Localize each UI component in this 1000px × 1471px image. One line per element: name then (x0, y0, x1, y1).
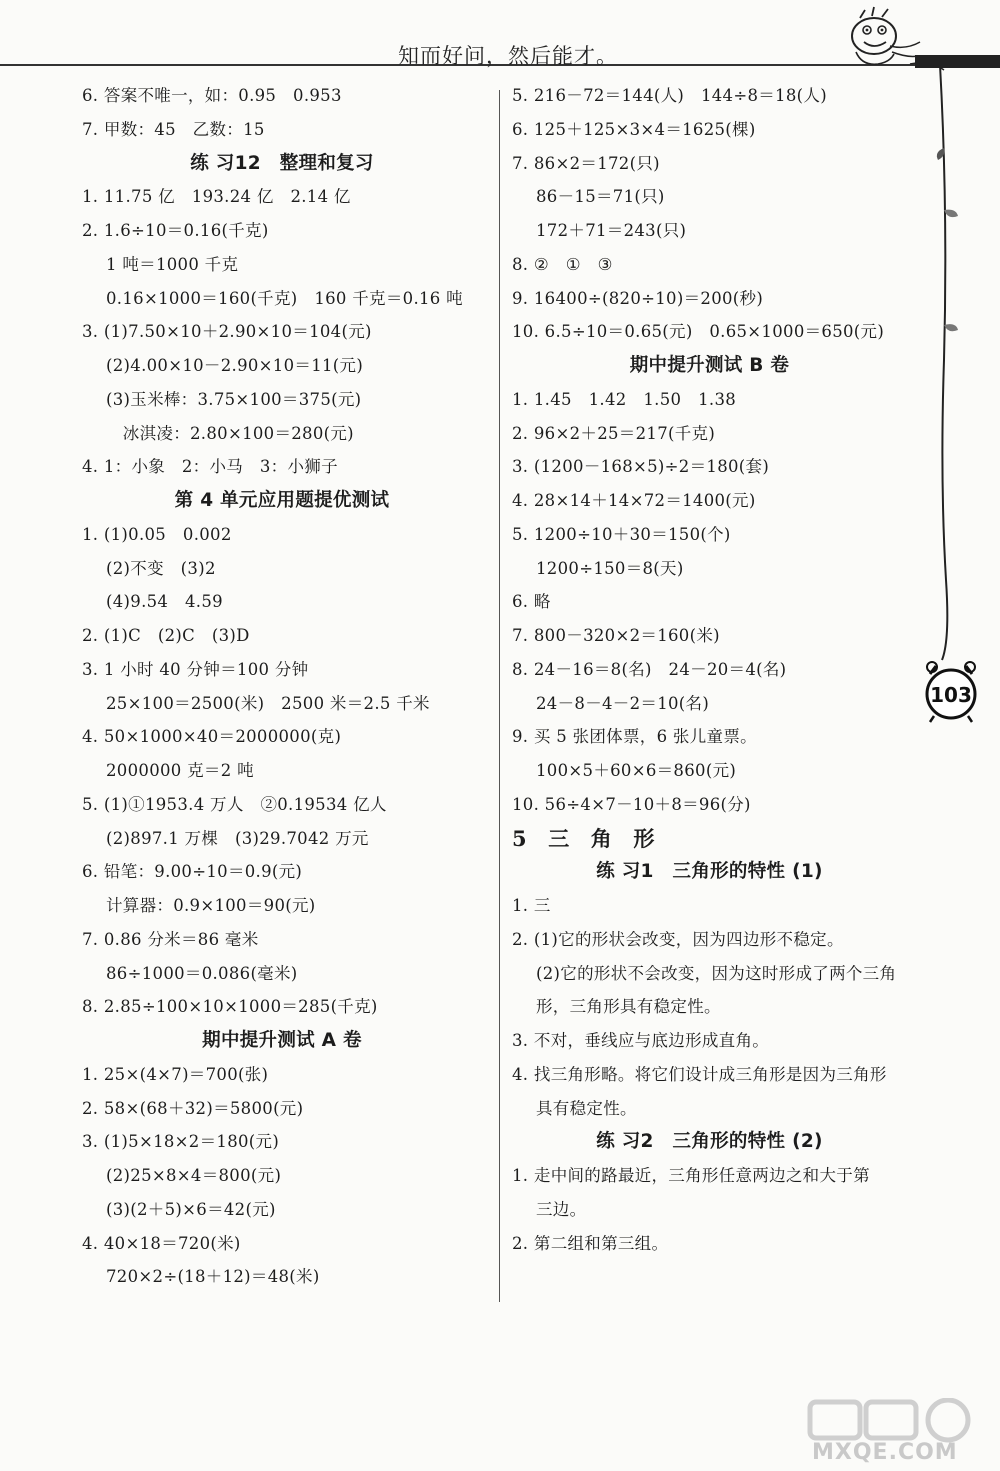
answer-line: 4. 找三角形略。将它们设计成三角形是因为三角形 (512, 1064, 887, 1084)
section-heading: 期中提升测试 A 卷 (202, 1030, 362, 1051)
answer-line: 8. ② ① ③ (512, 254, 613, 274)
answer-line: 8. 2.85÷100×10×1000＝285(千克) (82, 997, 378, 1017)
answer-line: 25×100＝2500(米) 2500 米＝2.5 千米 (106, 693, 430, 713)
answer-line: 86÷1000＝0.086(毫米) (106, 963, 298, 983)
answer-line: 1. 1.45 1.42 1.50 1.38 (512, 389, 737, 409)
answer-line: 9. 16400÷(820÷10)＝200(秒) (512, 288, 764, 308)
answer-line: 7. 甲数：45 乙数：15 (82, 119, 265, 139)
answer-line: 4. 1：小象 2：小马 3：小狮子 (82, 457, 338, 477)
answer-line: 具有稳定性。 (536, 1098, 637, 1118)
answer-line: 2. (1)它的形状会改变，因为四边形不稳定。 (512, 929, 844, 949)
answer-line: 6. 125＋125×3×4＝1625(棵) (512, 119, 756, 139)
vine-decoration-icon (900, 60, 1000, 690)
answer-line: 1. 11.75 亿 193.24 亿 2.14 亿 (82, 187, 351, 207)
answer-line: 4. 40×18＝720(米) (82, 1233, 241, 1253)
answer-line: 6. 略 (512, 592, 551, 612)
answer-line: (2)25×8×4＝800(元) (106, 1166, 282, 1185)
answer-line: (4)9.54 4.59 (106, 592, 223, 612)
answer-line: 10. 6.5÷10＝0.65(元) 0.65×1000＝650(元) (512, 322, 885, 342)
answer-line: 三边。 (536, 1199, 587, 1219)
column-divider (499, 90, 500, 1302)
answer-line: 172＋71＝243(只) (536, 221, 687, 240)
section-heading: 5 三 角 形 (512, 825, 655, 851)
answer-line: 6. 铅笔：9.00÷10＝0.9(元) (82, 862, 303, 882)
answer-line: 0.16×1000＝160(千克) 160 千克＝0.16 吨 (106, 288, 463, 308)
answer-line: 5. (1)①1953.4 万人 ②0.19534 亿人 (82, 794, 387, 814)
watermark-site: MXQE.COM (812, 1440, 958, 1465)
answer-line: 86－15＝71(只) (536, 187, 665, 207)
answer-line: 3. (1)5×18×2＝180(元) (82, 1132, 280, 1152)
answer-line: (2)897.1 万棵 (3)29.7042 万元 (106, 828, 369, 848)
page-number: 103 (930, 683, 972, 707)
left-column (82, 79, 482, 1294)
answer-line: 4. 28×14＋14×72＝1400(元) (512, 491, 756, 510)
answer-line: 1. (1)0.05 0.002 (82, 524, 232, 544)
answer-line: 2. 96×2＋25＝217(千克) (512, 423, 716, 443)
answer-line: 3. 不对，垂线应与底边形成直角。 (512, 1031, 770, 1050)
answer-line: 2. (1)C (2)C (3)D (82, 626, 250, 645)
answer-line: 100×5＋60×6＝860(元) (536, 761, 737, 780)
answer-line: 4. 50×1000×40＝2000000(克) (82, 727, 342, 747)
right-column (512, 79, 907, 1260)
answer-line: 2000000 克＝2 吨 (106, 761, 254, 780)
section-heading: 练 习12 整理和复习 (190, 152, 374, 174)
answer-line: 7. 800－320×2＝160(米) (512, 626, 720, 645)
answer-line: 1. 三 (512, 896, 551, 915)
answer-line: 3. 1 小时 40 分钟＝100 分钟 (82, 659, 309, 679)
answer-line: 10. 56÷4×7－10＋8＝96(分) (512, 794, 751, 814)
answer-line: 720×2÷(18＋12)＝48(米) (106, 1267, 320, 1287)
answer-line: 2. 1.6÷10＝0.16(千克) (82, 221, 269, 240)
answer-line: (3)玉米棒：3.75×100＝375(元) (106, 389, 362, 409)
header-motto: 知而好问，然后能才。 (398, 44, 618, 68)
answer-line: 9. 买 5 张团体票，6 张儿童票。 (512, 727, 757, 747)
answer-line: 2. 58×(68＋32)＝5800(元) (82, 1098, 304, 1118)
section-heading: 第 4 单元应用题提优测试 (174, 490, 390, 511)
answer-line: 1200÷150＝8(天) (536, 558, 684, 578)
answer-line: (2)4.00×10－2.90×10＝11(元) (106, 356, 364, 375)
answer-line: 3. (1200－168×5)÷2＝180(套) (512, 457, 770, 477)
answer-line: 计算器：0.9×100＝90(元) (106, 896, 316, 915)
answer-line: 5. 216－72＝144(人) 144÷8＝18(人) (512, 86, 827, 105)
answer-line: 6. 答案不唯一，如：0.95 0.953 (82, 86, 342, 105)
answer-line: 5. 1200÷10＋30＝150(个) (512, 524, 731, 544)
answer-line: 24－8－4－2＝10(名) (536, 693, 710, 713)
answer-line: 8. 24－16＝8(名) 24－20＝4(名) (512, 659, 787, 679)
section-heading: 练 习1 三角形的特性 (1) (596, 861, 823, 883)
answer-line: 1. 25×(4×7)＝700(张) (82, 1064, 269, 1084)
answer-line: 1. 走中间的路最近，三角形任意两边之和大于第 (512, 1166, 870, 1185)
answer-line: (2)它的形状不会改变，因为这时形成了两个三角 (536, 963, 897, 983)
answer-line: (2)不变 (3)2 (106, 558, 216, 578)
section-heading: 练 习2 三角形的特性 (2) (596, 1131, 823, 1153)
answer-line: 2. 第二组和第三组。 (512, 1233, 669, 1253)
answer-line: 1 吨＝1000 千克 (106, 254, 239, 274)
answer-line: (3)(2＋5)×6＝42(元) (106, 1199, 276, 1219)
answer-line: 7. 86×2＝172(只) (512, 153, 660, 173)
section-heading: 期中提升测试 B 卷 (629, 355, 790, 376)
answer-line: 冰淇凌：2.80×100＝280(元) (106, 423, 354, 443)
page-number-clock-icon (918, 654, 988, 724)
answer-line: 形，三角形具有稳定性。 (536, 997, 721, 1017)
answer-line: 3. (1)7.50×10＋2.90×10＝104(元) (82, 322, 372, 342)
answer-line: 7. 0.86 分米＝86 毫米 (82, 929, 259, 949)
